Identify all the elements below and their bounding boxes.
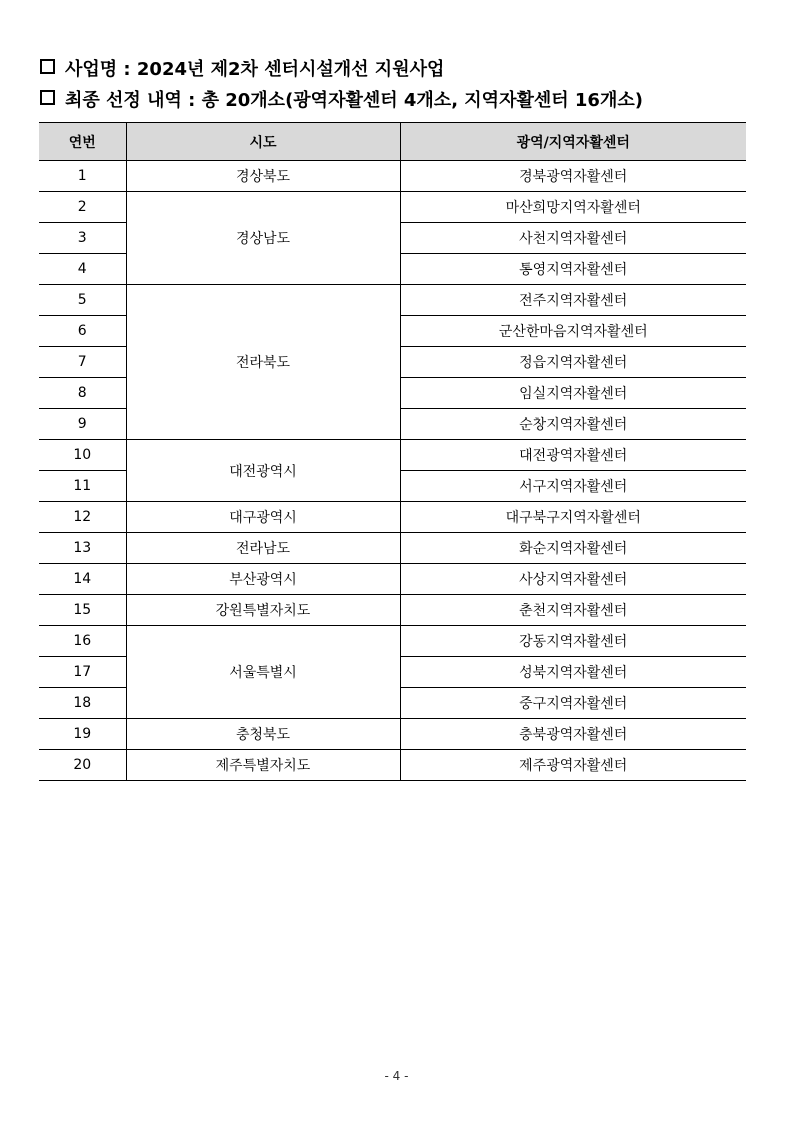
table-row xyxy=(39,192,746,223)
table-row xyxy=(39,533,746,564)
selection-heading-text: 최종 선정 내역 : 총 20개소(광역자활센터 4개소, 지역자활센터 16개소) xyxy=(65,90,643,111)
row-number: 11 xyxy=(39,471,126,502)
center-name: 통영지역자활센터 xyxy=(400,254,746,285)
region-cell: 부산광역시 xyxy=(126,564,400,595)
region-cell: 경상북도 xyxy=(126,161,400,192)
table-row xyxy=(39,161,746,192)
center-name: 대구북구지역자활센터 xyxy=(400,502,746,533)
region-cell: 전라북도 xyxy=(126,285,400,440)
page-number: - 4 - xyxy=(384,1069,409,1083)
project-heading-text: 사업명 : 2024년 제2차 센터시설개선 지원사업 xyxy=(65,59,445,80)
center-name: 춘천지역자활센터 xyxy=(400,595,746,626)
table-header-row xyxy=(39,123,746,161)
header-region: 시도 xyxy=(126,123,400,161)
header-center: 광역/지역자활센터 xyxy=(400,123,746,161)
selection-heading xyxy=(40,86,643,112)
row-number: 19 xyxy=(39,719,126,750)
row-number: 18 xyxy=(39,688,126,719)
center-name: 임실지역자활센터 xyxy=(400,378,746,409)
center-name: 전주지역자활센터 xyxy=(400,285,746,316)
table-row xyxy=(39,626,746,657)
row-number: 15 xyxy=(39,595,126,626)
center-name: 강동지역자활센터 xyxy=(400,626,746,657)
row-number: 10 xyxy=(39,440,126,471)
center-name: 중구지역자활센터 xyxy=(400,688,746,719)
region-cell: 강원특별자치도 xyxy=(126,595,400,626)
table-row xyxy=(39,502,746,533)
center-name: 사상지역자활센터 xyxy=(400,564,746,595)
center-name: 순창지역자활센터 xyxy=(400,409,746,440)
table-row xyxy=(39,440,746,471)
region-cell: 제주특별자치도 xyxy=(126,750,400,781)
center-name: 마산희망지역자활센터 xyxy=(400,192,746,223)
region-cell: 서울특별시 xyxy=(126,626,400,719)
row-number: 4 xyxy=(39,254,126,285)
center-name: 정읍지역자활센터 xyxy=(400,347,746,378)
row-number: 12 xyxy=(39,502,126,533)
center-name: 화순지역자활센터 xyxy=(400,533,746,564)
row-number: 20 xyxy=(39,750,126,781)
checkbox-bullet-icon xyxy=(40,59,55,74)
row-number: 3 xyxy=(39,223,126,254)
row-number: 14 xyxy=(39,564,126,595)
selected-centers-table xyxy=(39,122,746,781)
region-cell: 충청북도 xyxy=(126,719,400,750)
table-body xyxy=(39,161,746,781)
center-name: 사천지역자활센터 xyxy=(400,223,746,254)
row-number: 1 xyxy=(39,161,126,192)
center-name: 대전광역자활센터 xyxy=(400,440,746,471)
table-row xyxy=(39,285,746,316)
region-cell: 경상남도 xyxy=(126,192,400,285)
row-number: 8 xyxy=(39,378,126,409)
table-row xyxy=(39,719,746,750)
checkbox-bullet-icon xyxy=(40,90,55,105)
center-name: 충북광역자활센터 xyxy=(400,719,746,750)
region-cell: 대전광역시 xyxy=(126,440,400,502)
center-name: 경북광역자활센터 xyxy=(400,161,746,192)
row-number: 9 xyxy=(39,409,126,440)
table-row xyxy=(39,750,746,781)
row-number: 7 xyxy=(39,347,126,378)
table-row xyxy=(39,564,746,595)
table-row xyxy=(39,595,746,626)
row-number: 2 xyxy=(39,192,126,223)
row-number: 17 xyxy=(39,657,126,688)
row-number: 5 xyxy=(39,285,126,316)
center-name: 성북지역자활센터 xyxy=(400,657,746,688)
region-cell: 대구광역시 xyxy=(126,502,400,533)
center-name: 서구지역자활센터 xyxy=(400,471,746,502)
project-heading xyxy=(40,55,444,81)
center-name: 군산한마음지역자활센터 xyxy=(400,316,746,347)
row-number: 6 xyxy=(39,316,126,347)
row-number: 16 xyxy=(39,626,126,657)
center-name: 제주광역자활센터 xyxy=(400,750,746,781)
header-number: 연번 xyxy=(39,123,126,161)
region-cell: 전라남도 xyxy=(126,533,400,564)
row-number: 13 xyxy=(39,533,126,564)
